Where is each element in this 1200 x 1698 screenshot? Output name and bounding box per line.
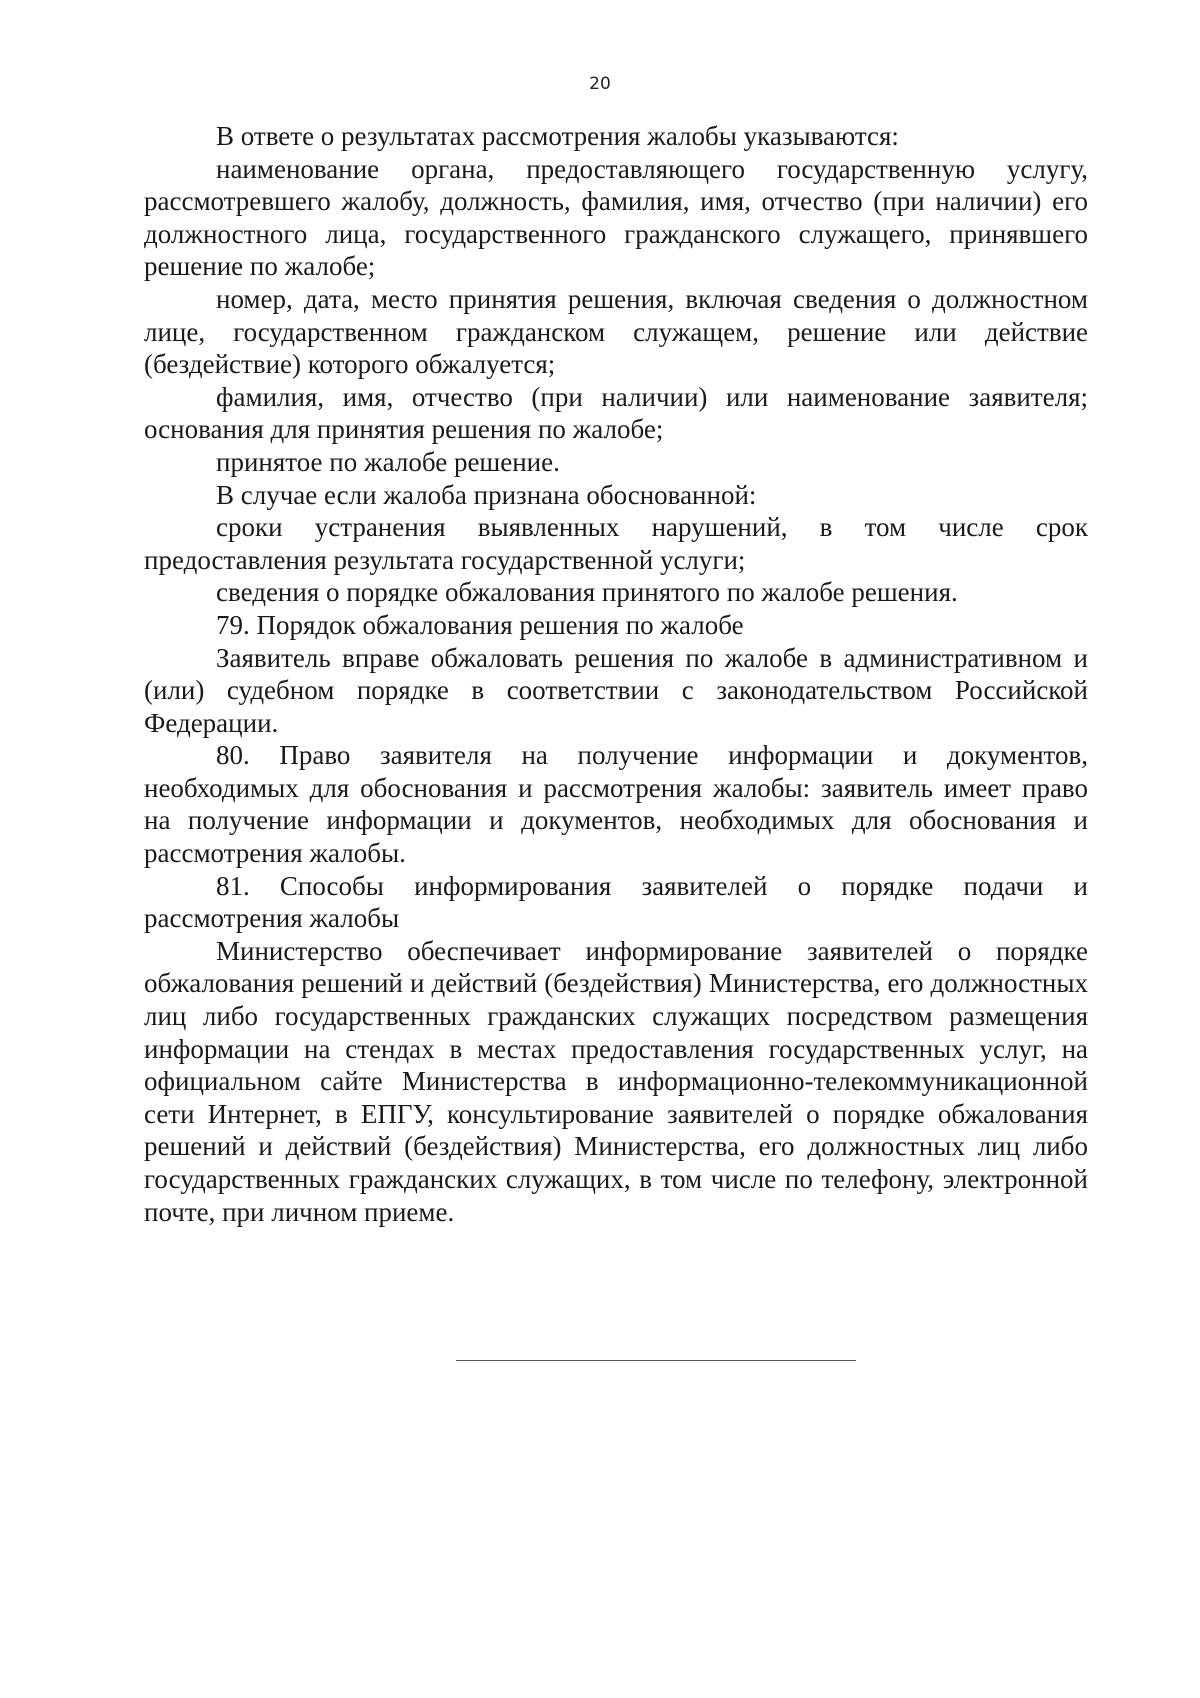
paragraph-deadlines: сроки устранения выявленных нарушений, в том числе срок предоставления результата государственной услуги; [144, 512, 1088, 575]
paragraph-decision-taken: принятое по жалобе решение. [216, 446, 560, 477]
paragraph-appeal-info: сведения о порядке обжалования принятого по жалобе решения. [216, 577, 958, 608]
section-heading-81: 81. Способы информирования заявителей о порядке подачи и рассмотрения жалобы [144, 870, 1088, 934]
paragraph-authority-name: наименование органа, предоставляющего государственную услугу, рассмотревшего жалобу, должность, фамилия, имя, отчество (при наличии) его должностного лица, государственного гражданского служащего, принявшего решение по жалобе; [144, 153, 1088, 282]
section-80: 80. Право заявителя на получение информации и документов, необходимых для обоснования и рассмотрения жалобы: заявитель имеет право на получение информации и документов, необходимых для обоснования и рассмотрения жалобы. [144, 740, 1088, 869]
paragraph-appeal-right: Заявитель вправе обжаловать решения по жалобе в административном и (или) судебном порядке в соответствии с законодательством Российской Федерации. [144, 642, 1088, 738]
end-separator-line [456, 1360, 856, 1361]
document-body [144, 120, 1088, 1228]
paragraph-ministry-informing: Министерство обеспечивает информирование заявителей о порядке обжалования решений и действий (бездействия) Министерства, его должностных лиц либо государственных гражданских служащих посредством размещения информации на стендах в местах предоставления государственных услуг, на официальном сайте Министерства в информационно-телекоммуникационной сети Интернет, в ЕПГУ, консультирование заявителей о порядке обжалования решений и действий (бездействия) Министерства, его должностных лиц либо государственных гражданских служащих, в том числе по телефону, электронной почте, при личном приеме. [144, 935, 1088, 1227]
paragraph-if-justified: В случае если жалоба признана обоснованной: [216, 479, 757, 510]
paragraph-applicant-name: фамилия, имя, отчество (при наличии) или наименование заявителя; основания для принятия решения по жалобе; [144, 381, 1088, 445]
section-heading-79: 79. Порядок обжалования решения по жалобе [216, 609, 744, 640]
paragraph-response-contents: В ответе о результатах рассмотрения жалобы указываются: [216, 121, 899, 151]
paragraph-decision-details: номер, дата, место принятия решения, включая сведения о должностном лице, государственном гражданском служащем, решение или действие (бездействие) которого обжалуется; [144, 283, 1088, 380]
page-number: 20 [589, 74, 611, 94]
